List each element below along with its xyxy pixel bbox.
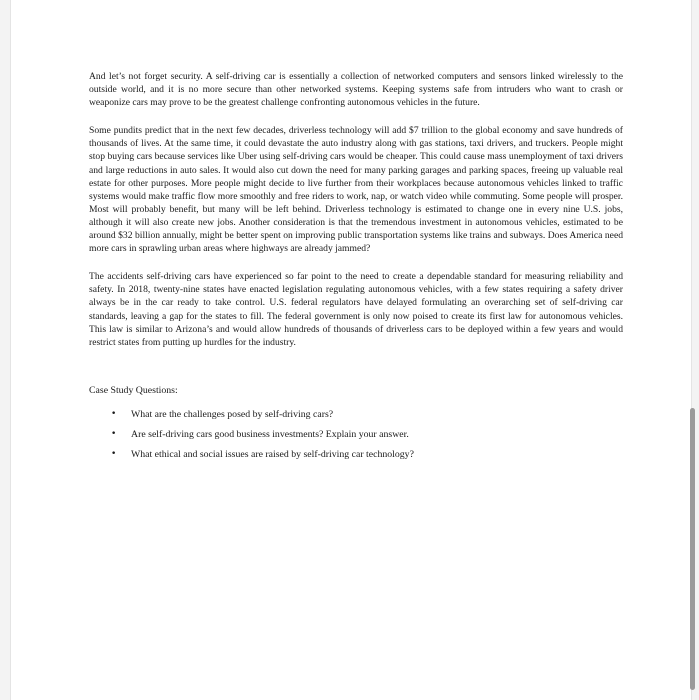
question-text: Are self-driving cars good business investments? Explain your answer.	[131, 428, 409, 440]
bullet-icon: •	[111, 449, 117, 460]
question-item	[89, 448, 623, 461]
bullet-icon: •	[111, 428, 117, 439]
question-item	[89, 408, 623, 421]
paragraph-economic-impact: Some pundits predict that in the next few decades, driverless technology will add $7 trillion to the global economy and save hundreds of thousands of lives. At the same time, it could devastate the auto industry along with gas stations, taxi drivers, and truckers. People might stop buying cars because services like Uber using self-driving cars would be cheaper. This could cause mass unemployment of taxi drivers and large reductions in auto sales. It would also cut down the need for many parking garages and parking spaces, freeing up valuable real estate for other purposes. More people might decide to live further from their workplaces because autonomous vehicles linked to traffic systems would make traffic flow more smoothly and free riders to work, nap, or watch video while commuting. Some people will prosper. Most will probably benefit, but many will be left behind. Driverless technology is estimated to change one in every nine U.S. jobs, although it will also create new jobs. Another consideration is that the tremendous investment in autonomous vehicles, estimated to be around $32 billion annually, might be better spent on improving public transportation systems like trains and subways. Does America need more cars in sprawling urban areas where highways are already jammed?	[89, 125, 623, 255]
paragraph-security: And let’s not forget security. A self-driving car is essentially a collection of networked computers and sensors linked wirelessly to the outside world, and it is no more secure than other networked systems. Keeping systems safe from intruders who want to crash or weaponize cars may prove to be the greatest challenge confronting autonomous vehicles in the future.	[89, 71, 623, 109]
case-study-questions-heading: Case Study Questions:	[89, 384, 178, 396]
vertical-scrollbar[interactable]	[690, 408, 695, 690]
question-item	[89, 428, 623, 441]
question-text: What ethical and social issues are raised by self-driving car technology?	[131, 449, 414, 461]
document-content	[89, 70, 623, 468]
question-text: What are the challenges posed by self-driving cars?	[131, 408, 334, 420]
case-study-questions-list	[89, 408, 623, 461]
paragraph-regulation: The accidents self-driving cars have experienced so far point to the need to create a dependable standard for measuring reliability and safety. In 2018, twenty-nine states have enacted legislation regulating autonomous vehicles, with a few states requiring a safety driver always be in the car ready to take control. U.S. federal regulators have delayed formulating an overarching set of self-driving car standards, leaving a gap for the states to fill. The federal government is only now poised to create its first law for autonomous vehicles. This law is similar to Arizona’s and would allow hundreds of thousands of driverless cars to be deployed within a few years and would restrict states from putting up hurdles for the industry.	[89, 271, 623, 348]
bullet-icon: •	[111, 408, 117, 419]
document-page	[10, 0, 692, 700]
